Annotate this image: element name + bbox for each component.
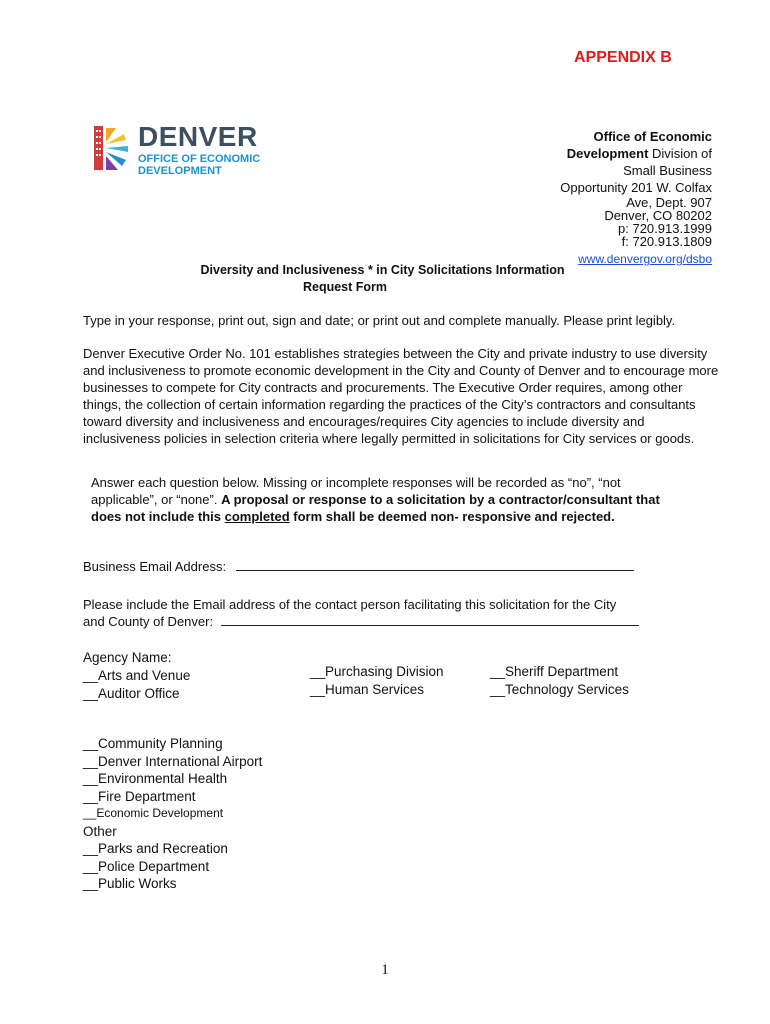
agency-label: Agency Name: — [83, 650, 172, 665]
logo-wordmark: DENVER — [138, 121, 258, 152]
agency-option[interactable]: __Police Department — [83, 858, 210, 874]
business-email-label: Business Email Address: — [83, 559, 227, 574]
agency-option[interactable]: __Parks and Recreation — [83, 841, 228, 856]
form-title: Diversity and Inclusiveness * in City Solicitations Information Request Form — [200, 263, 565, 294]
agency-option[interactable]: __Arts and Venue — [83, 668, 191, 683]
executive-order-text: Denver Executive Order No. 101 establishes strategies between the City and private industry to use diversity and inclusiveness to promote economic development in the City and County of Denver and to encourage more businesses to compete for City contracts and procurements. The Executive Order requires, among other things, the collection of certain information regarding the practices of the City’s contractors and consultants toward diversity and inclusiveness and encourages/requires City agencies to include diversity and inclusiveness policies in selection criteria where legally permitted in solicitations for City services or goods. — [83, 346, 719, 446]
agency-option[interactable]: __Technology Services — [490, 681, 629, 697]
agency-option[interactable]: __Environmental Health — [83, 771, 228, 786]
office-address: Office of Economic Development Division of Small Business Opportunity 201 W. Colfax Ave, Dept. 907 Denver, CO 80202 p: 720.913.1999 f: 720.913.1809 www.denvergov.org/dsbo — [560, 129, 712, 266]
agency-option[interactable]: __Sheriff Department — [490, 664, 619, 679]
agency-option[interactable]: __Economic Development — [83, 806, 224, 820]
page-number: 1 — [381, 962, 389, 978]
website-link[interactable]: www.denvergov.org/dsbo — [578, 252, 712, 266]
contact-email-label: Please include the Email address of the contact person facilitating this solicitation for the City — [83, 597, 617, 612]
agency-column-1 — [83, 667, 190, 702]
agency-column-2 — [310, 663, 444, 698]
agency-option[interactable]: __Human Services — [310, 681, 425, 697]
contact-email-field[interactable] — [221, 614, 639, 626]
contact-email-row: Please include the Email address of the contact person facilitating this solicitation for the City and County of Denver: — [83, 596, 723, 630]
agency-option[interactable]: Other — [83, 823, 117, 839]
answer-note: Answer each question below. Missing or incomplete responses will be recorded as “no”, “not applicable”, or “none”. A proposal or response to a solicitation by a contractor/consultant that does not include this completed form shall be deemed non- responsive and rejected. — [91, 475, 660, 524]
agency-option[interactable]: __Purchasing Division — [310, 664, 444, 679]
instructions-text: Type in your response, print out, sign and date; or print out and complete manually. Please print legibly. — [83, 313, 676, 328]
denver-logo-icon — [94, 124, 134, 174]
logo-subtitle: OFFICE OF ECONOMIC DEVELOPMENT — [138, 153, 261, 177]
agency-option[interactable]: __Fire Department — [83, 788, 196, 804]
agency-column-3 — [490, 663, 629, 698]
agency-list — [83, 735, 262, 893]
agency-option[interactable]: __Denver International Airport — [83, 753, 263, 769]
agency-option[interactable]: __Public Works — [83, 876, 177, 891]
business-email-row — [83, 558, 723, 575]
agency-option[interactable]: __Community Planning — [83, 736, 223, 751]
appendix-heading: APPENDIX B — [574, 49, 672, 66]
business-email-field[interactable] — [236, 559, 634, 571]
agency-option[interactable]: __Auditor Office — [83, 685, 180, 701]
